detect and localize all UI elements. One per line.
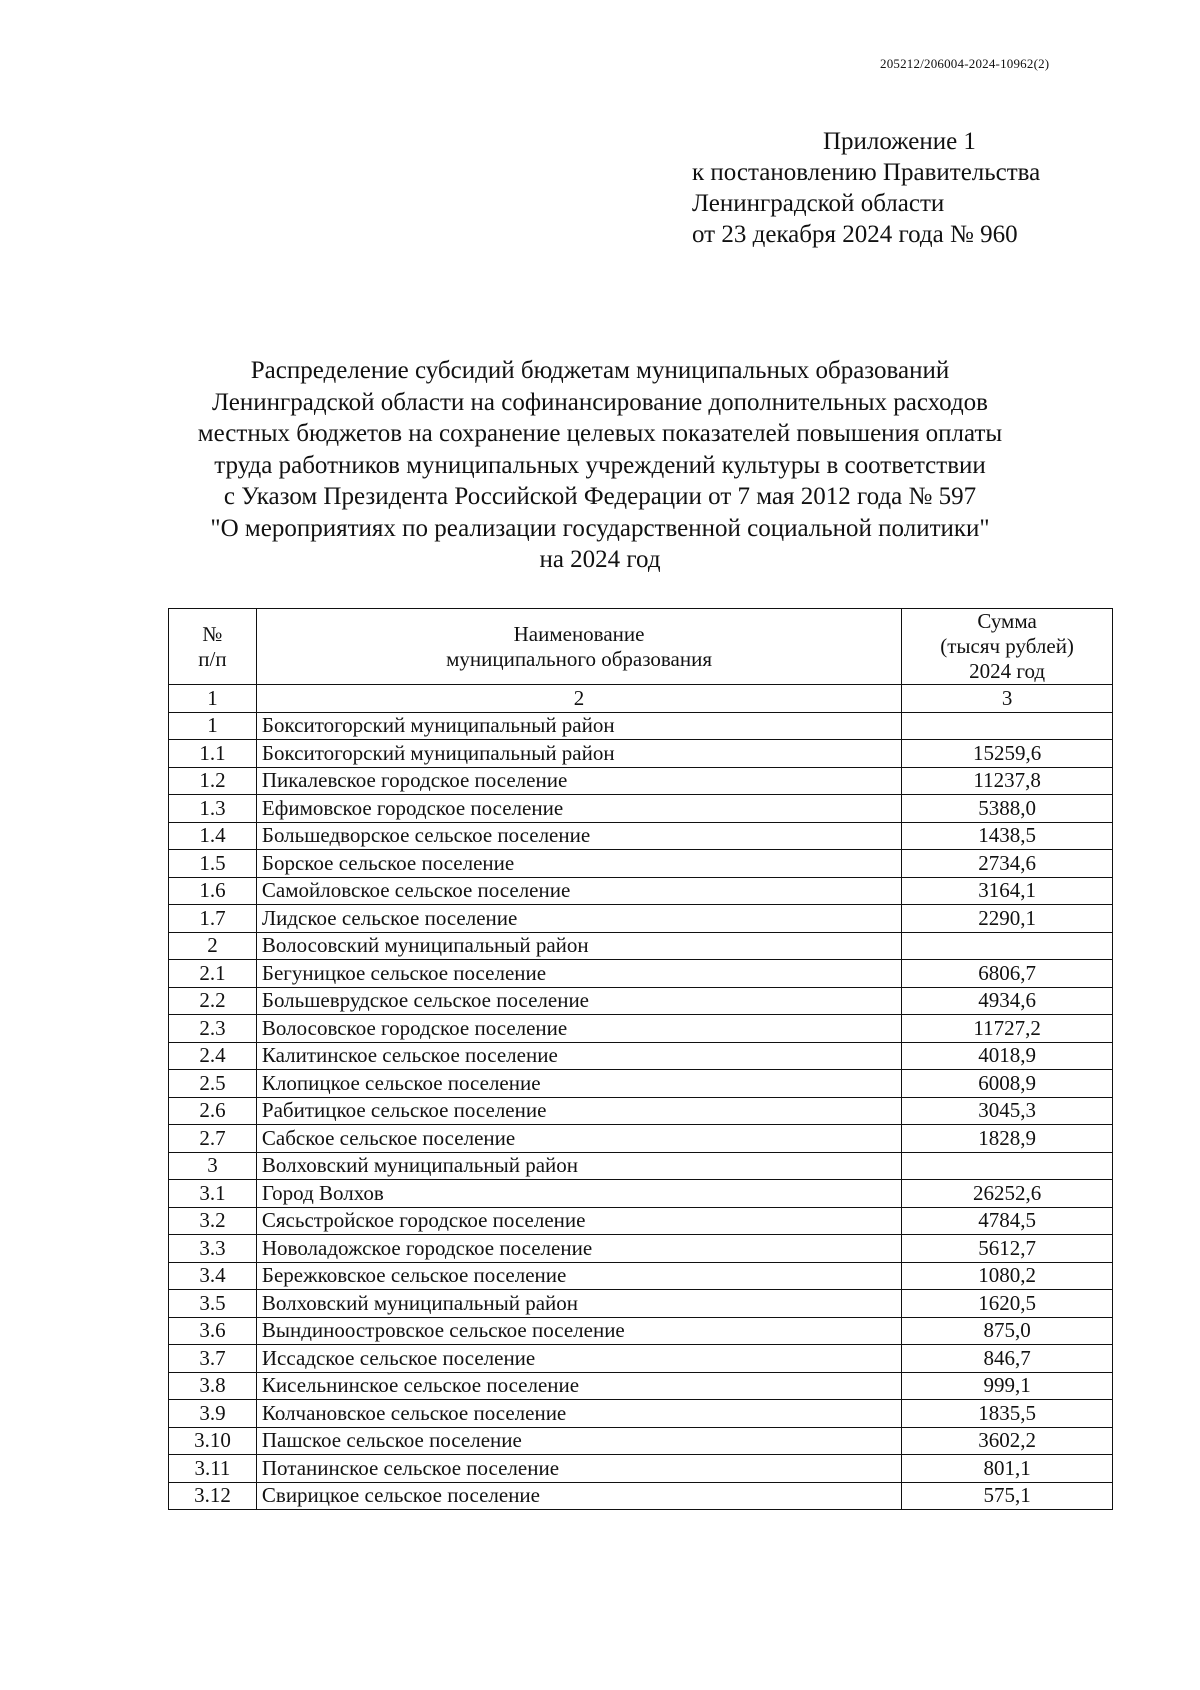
row-name: Большедворское сельское поселение xyxy=(256,822,901,850)
row-name: Город Волхов xyxy=(256,1180,901,1208)
row-sum: 1438,5 xyxy=(902,822,1113,850)
row-sum: 11727,2 xyxy=(902,1015,1113,1043)
table-row xyxy=(169,1180,1113,1208)
row-name: Лидское сельское поселение xyxy=(256,905,901,933)
table-row xyxy=(169,1345,1113,1373)
appendix-block xyxy=(692,126,1040,250)
table-row xyxy=(169,1317,1113,1345)
row-sum: 999,1 xyxy=(902,1372,1113,1400)
table-row xyxy=(169,712,1113,740)
header-sum: Сумма (тысяч рублей) 2024 год xyxy=(902,609,1113,685)
row-number: 2.3 xyxy=(169,1015,257,1043)
row-number: 2.7 xyxy=(169,1125,257,1153)
appendix-line-2: к постановлению Правительства xyxy=(692,159,1041,186)
table-row xyxy=(169,1070,1113,1098)
row-number: 3.4 xyxy=(169,1262,257,1290)
row-name: Борское сельское поселение xyxy=(256,850,901,878)
row-number: 2.2 xyxy=(169,987,257,1015)
row-sum: 1835,5 xyxy=(902,1400,1113,1428)
row-number: 3.12 xyxy=(169,1482,257,1510)
row-number: 3.10 xyxy=(169,1427,257,1455)
row-number: 1.4 xyxy=(169,822,257,850)
row-sum: 2734,6 xyxy=(902,850,1113,878)
row-sum: 5388,0 xyxy=(902,795,1113,823)
row-sum: 4784,5 xyxy=(902,1207,1113,1235)
row-sum: 15259,6 xyxy=(902,740,1113,768)
title-line: труда работников муниципальных учреждений культуры в соответствии xyxy=(214,451,986,479)
row-name: Сясьстройское городское поселение xyxy=(256,1207,901,1235)
table-row xyxy=(169,740,1113,768)
row-number: 2.6 xyxy=(169,1097,257,1125)
row-sum: 5612,7 xyxy=(902,1235,1113,1263)
row-number: 2 xyxy=(169,932,257,960)
row-sum: 3045,3 xyxy=(902,1097,1113,1125)
table-row xyxy=(169,822,1113,850)
row-number: 3.3 xyxy=(169,1235,257,1263)
row-number: 1.5 xyxy=(169,850,257,878)
row-sum: 6008,9 xyxy=(902,1070,1113,1098)
row-name: Калитинское сельское поселение xyxy=(256,1042,901,1070)
row-sum: 2290,1 xyxy=(902,905,1113,933)
table-row xyxy=(169,1152,1113,1180)
row-sum: 1080,2 xyxy=(902,1262,1113,1290)
row-number: 3.8 xyxy=(169,1372,257,1400)
row-name: Иссадское сельское поселение xyxy=(256,1345,901,1373)
row-sum: 6806,7 xyxy=(902,960,1113,988)
row-name: Кисельнинское сельское поселение xyxy=(256,1372,901,1400)
row-name: Бережковское сельское поселение xyxy=(256,1262,901,1290)
title-line: местных бюджетов на сохранение целевых показателей повышения оплаты xyxy=(197,420,1003,447)
row-number: 1.7 xyxy=(169,905,257,933)
table-row xyxy=(169,1427,1113,1455)
row-name: Ефимовское городское поселение xyxy=(256,795,901,823)
row-number: 1 xyxy=(169,712,257,740)
column-number: 2 xyxy=(256,685,901,713)
column-number-row xyxy=(169,685,1113,713)
row-sum: 575,1 xyxy=(902,1482,1113,1510)
row-number: 3 xyxy=(169,1152,257,1180)
row-name: Свирицкое сельское поселение xyxy=(256,1482,901,1510)
table-row xyxy=(169,767,1113,795)
row-number: 1.2 xyxy=(169,767,257,795)
row-name: Рабитицкое сельское поселение xyxy=(256,1097,901,1125)
appendix-line-3: Ленинградской области xyxy=(692,190,945,217)
table-row xyxy=(169,932,1113,960)
table-row xyxy=(169,1290,1113,1318)
row-sum: 4018,9 xyxy=(902,1042,1113,1070)
row-name: Новоладожское городское поселение xyxy=(256,1235,901,1263)
row-name: Клопицкое сельское поселение xyxy=(256,1070,901,1098)
row-name: Колчановское сельское поселение xyxy=(256,1400,901,1428)
table-row xyxy=(169,795,1113,823)
row-sum: 1620,5 xyxy=(902,1290,1113,1318)
header-name: Наименование муниципального образования xyxy=(256,609,901,685)
row-number: 3.2 xyxy=(169,1207,257,1235)
appendix-line-1: Приложение 1 xyxy=(823,128,976,155)
title-line: с Указом Президента Российской Федерации от 7 мая 2012 года № 597 xyxy=(223,483,977,510)
row-number: 3.1 xyxy=(169,1180,257,1208)
row-number: 3.11 xyxy=(169,1455,257,1483)
row-name: Бокситогорский муниципальный район xyxy=(256,740,901,768)
table-row xyxy=(169,1235,1113,1263)
row-name: Волосовское городское поселение xyxy=(256,1015,901,1043)
row-sum: 1828,9 xyxy=(902,1125,1113,1153)
row-sum: 3164,1 xyxy=(902,877,1113,905)
table-row xyxy=(169,1372,1113,1400)
table-row xyxy=(169,877,1113,905)
row-sum: 4934,6 xyxy=(902,987,1113,1015)
row-name: Сабское сельское поселение xyxy=(256,1125,901,1153)
row-name: Большеврудское сельское поселение xyxy=(256,987,901,1015)
row-number: 3.6 xyxy=(169,1317,257,1345)
row-name: Пикалевское городское поселение xyxy=(256,767,901,795)
title-line: Распределение субсидий бюджетам муниципальных образований xyxy=(250,357,950,384)
row-name: Самойловское сельское поселение xyxy=(256,877,901,905)
column-number: 1 xyxy=(169,685,257,713)
table-row xyxy=(169,1207,1113,1235)
row-sum: 11237,8 xyxy=(902,767,1113,795)
row-number: 2.1 xyxy=(169,960,257,988)
table-row xyxy=(169,1015,1113,1043)
row-number: 1.6 xyxy=(169,877,257,905)
row-number: 3.5 xyxy=(169,1290,257,1318)
appendix-line-4: от 23 декабря 2024 года № 960 xyxy=(692,221,1018,248)
title-line: на 2024 год xyxy=(539,546,661,573)
table-row xyxy=(169,1042,1113,1070)
row-name: Бокситогорский муниципальный район xyxy=(256,712,901,740)
row-sum xyxy=(902,1152,1113,1180)
document-id: 205212/206004-2024-10962(2) xyxy=(880,56,1050,71)
row-name: Волосовский муниципальный район xyxy=(256,932,901,960)
row-sum: 26252,6 xyxy=(902,1180,1113,1208)
row-sum xyxy=(902,712,1113,740)
row-name: Бегуницкое сельское поселение xyxy=(256,960,901,988)
row-sum xyxy=(902,932,1113,960)
row-sum: 846,7 xyxy=(902,1345,1113,1373)
row-sum: 875,0 xyxy=(902,1317,1113,1345)
document-title xyxy=(150,355,1050,576)
table-row xyxy=(169,960,1113,988)
table-row xyxy=(169,1482,1113,1510)
row-name: Волховский муниципальный район xyxy=(256,1152,901,1180)
title-line: Ленинградской области на софинансирование дополнительных расходов xyxy=(212,388,988,416)
table-row xyxy=(169,1097,1113,1125)
header-number: № п/п xyxy=(169,609,257,685)
row-name: Волховский муниципальный район xyxy=(256,1290,901,1318)
table-header-row xyxy=(169,609,1113,685)
title-line: "О мероприятиях по реализации государственной социальной политики" xyxy=(210,514,990,542)
row-name: Пашское сельское поселение xyxy=(256,1427,901,1455)
row-name: Потанинское сельское поселение xyxy=(256,1455,901,1483)
column-number: 3 xyxy=(902,685,1113,713)
table-row xyxy=(169,850,1113,878)
row-sum: 801,1 xyxy=(902,1455,1113,1483)
table-row xyxy=(169,1125,1113,1153)
row-number: 3.9 xyxy=(169,1400,257,1428)
row-number: 1.1 xyxy=(169,740,257,768)
row-number: 3.7 xyxy=(169,1345,257,1373)
row-sum: 3602,2 xyxy=(902,1427,1113,1455)
table-row xyxy=(169,1455,1113,1483)
subsidy-table xyxy=(168,608,1113,1510)
row-number: 1.3 xyxy=(169,795,257,823)
table-row xyxy=(169,1400,1113,1428)
row-name: Вындиноостровское сельское поселение xyxy=(256,1317,901,1345)
row-number: 2.4 xyxy=(169,1042,257,1070)
table-row xyxy=(169,905,1113,933)
table-row xyxy=(169,1262,1113,1290)
row-number: 2.5 xyxy=(169,1070,257,1098)
table-row xyxy=(169,987,1113,1015)
